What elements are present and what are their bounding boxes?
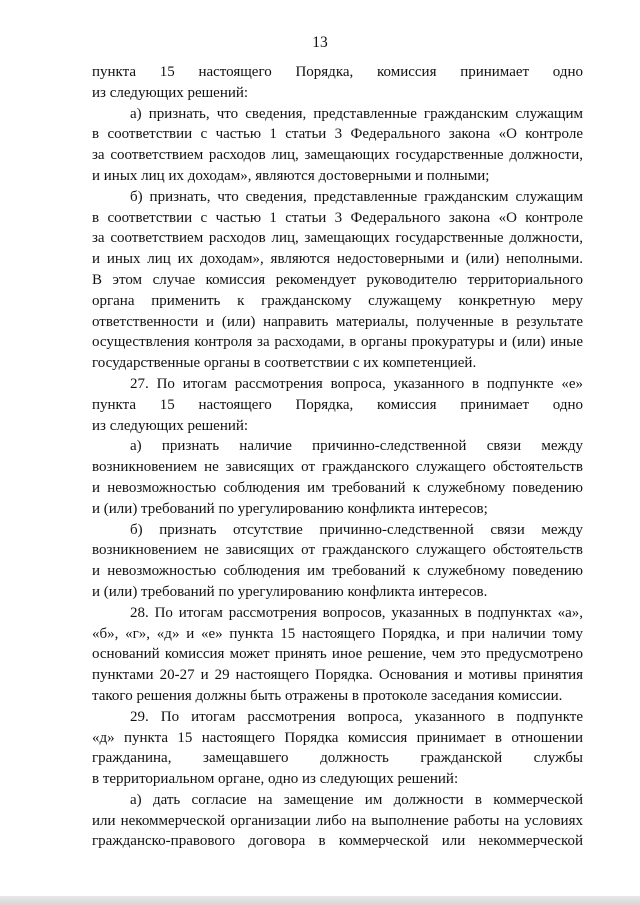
- text-line: пункта 15 настоящего Порядка, комиссия принимает одно: [92, 64, 583, 80]
- text-line: возникновением не зависящих от гражданского служащего обстоятельств: [92, 542, 583, 559]
- scan-bottom-edge: [0, 896, 640, 905]
- text-line: и невозможностью соблюдения им требований к служебному поведению: [92, 479, 583, 496]
- page-number: 13: [312, 34, 328, 51]
- text-line: 27. По итогам рассмотрения вопроса, указанного в подпункте «е»: [130, 375, 583, 392]
- text-line: и (или) требований по урегулированию конфликта интересов.: [92, 583, 488, 600]
- text-line: возникновением не зависящих от гражданского служащего обстоятельств: [92, 459, 583, 476]
- text-line: из следующих решений:: [92, 417, 249, 434]
- text-line: 28. По итогам рассмотрения вопросов, указанных в подпунктах «а»,: [130, 604, 583, 621]
- text-line: 29. По итогам рассмотрения вопроса, указанного в подпункте: [130, 708, 583, 725]
- text-line: в соответствии с частью 1 статьи 3 Федерального закона «О контроле: [92, 126, 583, 143]
- text-line: гражданско-правового договора в коммерческой или некоммерческой: [92, 833, 583, 850]
- text-line: «д» пункта 15 настоящего Порядка комиссия принимает в отношении: [92, 729, 583, 746]
- text-line: оснований комиссия может принять иное решение, чем это предусмотрено: [92, 646, 583, 663]
- text-line: за соответствием расходов лиц, замещающих государственные должности,: [92, 147, 583, 164]
- text-line: б) признать отсутствие причинно-следственной связи между: [130, 521, 583, 538]
- text-line: а) признать, что сведения, представленные гражданским служащим: [130, 105, 583, 122]
- text-line: за соответствием расходов лиц, замещающих государственные должности,: [92, 230, 583, 247]
- document-body: [92, 62, 583, 852]
- text-line: в территориальном органе, одно из следующих решений:: [92, 771, 459, 788]
- text-line: а) дать согласие на замещение им должности в коммерческой: [130, 791, 583, 808]
- text-line: из следующих решений:: [92, 84, 249, 101]
- text-line: б) признать, что сведения, представленные гражданским служащим: [130, 188, 583, 205]
- text-line: государственные органы в соответствии с их компетенцией.: [92, 355, 477, 372]
- text-line: «б», «г», «д» и «е» пункта 15 настоящего Порядка, и при наличии тому: [92, 625, 583, 642]
- text-line: и иных лиц их доходам», являются недостоверными и (или) неполными.: [92, 251, 583, 268]
- text-line: в соответствии с частью 1 статьи 3 Федерального закона «О контроле: [92, 209, 583, 226]
- text-line: пункта 15 настоящего Порядка, комиссия принимает одно: [92, 396, 583, 413]
- text-line: такого решения должны быть отражены в протоколе заседания комиссии.: [92, 687, 563, 704]
- text-line: и (или) требований по урегулированию конфликта интересов;: [92, 500, 488, 517]
- text-line: ответственности и (или) направить материалы, полученные в результате: [92, 313, 583, 330]
- text-line: пунктами 20-27 и 29 настоящего Порядка. Основания и мотивы принятия: [92, 667, 583, 684]
- text-line: или некоммерческой организации либо на выполнение работы на условиях: [92, 812, 583, 829]
- text-line: осуществления контроля за расходами, в органы прокуратуры и (или) иные: [92, 334, 583, 351]
- text-line: гражданина, замещавшего должность гражданской службы: [92, 750, 583, 767]
- text-line: и невозможностью соблюдения им требований к служебному поведению: [92, 563, 583, 580]
- text-line: и иных лиц их доходам», являются достоверными и полными;: [92, 167, 490, 184]
- text-line: В этом случае комиссия рекомендует руководителю территориального: [92, 271, 583, 288]
- text-line: органа применить к гражданскому служащему конкретную меру: [92, 292, 583, 309]
- text-line: а) признать наличие причинно-следственной связи между: [130, 438, 583, 455]
